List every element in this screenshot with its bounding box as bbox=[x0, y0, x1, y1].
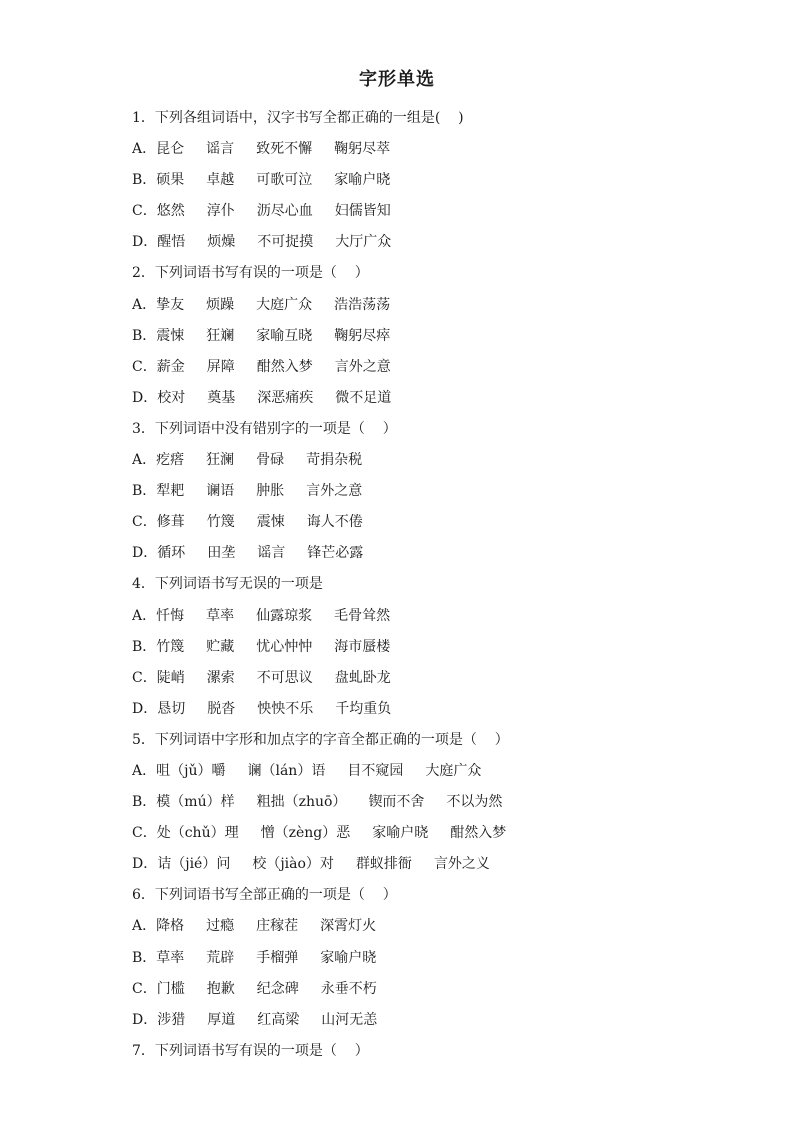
option-word: 震悚 bbox=[156, 327, 185, 344]
question-stem: 5．下列词语中字形和加点字的字音全都正确的一项是（ ） bbox=[132, 731, 509, 748]
option-word: 犁耙 bbox=[156, 483, 185, 500]
option-word: 浩浩荡荡 bbox=[334, 296, 391, 313]
page-title: 字形单选 bbox=[359, 69, 435, 90]
question-stem: 1．下列各组词语中，汉字书写全都正确的一组是( ) bbox=[132, 110, 464, 126]
option-word: 酣然入梦 bbox=[256, 358, 313, 375]
option-word: 不可思议 bbox=[256, 669, 313, 686]
option-row bbox=[132, 383, 752, 414]
option-word: 悠然 bbox=[156, 203, 185, 220]
option-word: 陡峭 bbox=[156, 669, 185, 686]
option-row bbox=[132, 227, 752, 258]
option-word: 屏障 bbox=[206, 358, 235, 375]
option-word: 奠基 bbox=[207, 389, 236, 406]
option-word: 不以为然 bbox=[446, 794, 503, 811]
option-word: 薪金 bbox=[156, 358, 185, 375]
option-word: 荒辟 bbox=[206, 949, 235, 966]
option-word: 沥尽心血 bbox=[256, 203, 313, 220]
option-row bbox=[132, 445, 752, 476]
option-word: 红高梁 bbox=[257, 1011, 300, 1028]
option-word: 涉猎 bbox=[157, 1011, 186, 1028]
option-word: 大庭广众 bbox=[425, 762, 482, 779]
option-word: 校对 bbox=[157, 389, 186, 406]
question-stem: 7．下列词语书写有误的一项是（ ） bbox=[132, 1042, 369, 1059]
option-label: D． bbox=[132, 545, 158, 562]
option-word: 可歌可泣 bbox=[256, 172, 313, 189]
option-word: 昆仑 bbox=[156, 141, 185, 158]
option-word: 疙瘩 bbox=[156, 452, 185, 469]
option-word: 谣言 bbox=[257, 545, 286, 562]
option-word: 憎（zèng）恶 bbox=[260, 825, 351, 842]
option-word: 深恶痛疾 bbox=[257, 389, 314, 406]
option-label: A． bbox=[132, 762, 157, 779]
question-stem: 3．下列词语中没有错别字的一项是（ ） bbox=[132, 420, 397, 437]
option-word: 仙露琼浆 bbox=[256, 607, 313, 624]
option-word: 锋芒必露 bbox=[307, 545, 364, 562]
option-word: 田垄 bbox=[207, 545, 236, 562]
option-label: A． bbox=[132, 452, 157, 469]
option-word: 狂斓 bbox=[206, 327, 235, 344]
option-row bbox=[132, 196, 752, 227]
option-word: 言外之意 bbox=[306, 483, 363, 500]
option-label: B． bbox=[132, 638, 157, 655]
option-word: 漯索 bbox=[206, 669, 235, 686]
option-word: 厚道 bbox=[207, 1011, 236, 1028]
question-stem: 4．下列词语书写无误的一项是 bbox=[132, 576, 323, 593]
option-label: B． bbox=[132, 794, 157, 811]
option-word: 深霄灯火 bbox=[320, 918, 377, 935]
option-word: 大庭广众 bbox=[256, 296, 313, 313]
option-row bbox=[132, 165, 752, 196]
option-word: 竹篾 bbox=[156, 638, 185, 655]
option-word: 烦躁 bbox=[206, 296, 235, 313]
option-word: 循环 bbox=[157, 545, 186, 562]
option-row bbox=[132, 787, 752, 818]
option-row bbox=[132, 352, 752, 383]
option-label: A． bbox=[132, 918, 157, 935]
option-label: C． bbox=[132, 825, 157, 842]
option-word: 海市蜃楼 bbox=[334, 638, 391, 655]
option-label: B． bbox=[132, 949, 157, 966]
option-row bbox=[132, 818, 752, 849]
option-word: 谰语 bbox=[206, 483, 235, 500]
option-word: 校（jiào）对 bbox=[252, 856, 334, 873]
option-word: 家喻户晓 bbox=[372, 825, 429, 842]
option-word: 竹篾 bbox=[206, 514, 235, 531]
option-word: 烦燥 bbox=[207, 234, 236, 251]
option-label: D． bbox=[132, 389, 158, 406]
option-label: D． bbox=[132, 1011, 158, 1028]
option-row bbox=[132, 694, 752, 725]
option-word: 醒悟 bbox=[157, 234, 186, 251]
option-word: 淳仆 bbox=[206, 203, 235, 220]
option-word: 致死不懈 bbox=[256, 141, 313, 158]
option-word: 言外之意 bbox=[334, 358, 391, 375]
option-row bbox=[132, 632, 752, 663]
option-row bbox=[132, 974, 752, 1005]
option-row bbox=[132, 476, 752, 507]
option-label: A． bbox=[132, 607, 157, 624]
option-word: 狂澜 bbox=[206, 452, 235, 469]
option-row bbox=[132, 943, 752, 974]
option-label: B． bbox=[132, 483, 157, 500]
question-list bbox=[132, 103, 752, 1067]
option-word: 鞠躬尽瘁 bbox=[334, 327, 391, 344]
option-word: 怏怏不乐 bbox=[257, 700, 314, 717]
option-word: 恳切 bbox=[157, 700, 186, 717]
option-word: 微不足道 bbox=[335, 389, 392, 406]
option-word: 草率 bbox=[206, 607, 235, 624]
option-word: 诘（jié）问 bbox=[157, 856, 231, 873]
option-label: B． bbox=[132, 172, 157, 189]
option-row bbox=[132, 601, 752, 632]
option-word: 卓越 bbox=[206, 172, 235, 189]
option-label: B． bbox=[132, 327, 157, 344]
question-stem: 2．下列词语书写有误的一项是（ ） bbox=[132, 265, 369, 282]
option-label: D． bbox=[132, 234, 158, 251]
option-word: 目不窥园 bbox=[347, 762, 404, 779]
option-word: 修葺 bbox=[156, 514, 185, 531]
option-word: 过瘾 bbox=[206, 918, 235, 935]
option-label: D． bbox=[132, 700, 158, 717]
option-word: 草率 bbox=[156, 949, 185, 966]
option-word: 不可捉摸 bbox=[257, 234, 314, 251]
option-word: 鞠躬尽萃 bbox=[334, 141, 391, 158]
option-word: 家喻户晓 bbox=[334, 172, 391, 189]
option-word: 降格 bbox=[156, 918, 185, 935]
option-row bbox=[132, 134, 752, 165]
option-row bbox=[132, 507, 752, 538]
option-word: 毛骨耸然 bbox=[334, 607, 391, 624]
option-word: 诲人不倦 bbox=[306, 514, 363, 531]
option-word: 盘虬卧龙 bbox=[334, 669, 391, 686]
option-label: D． bbox=[132, 856, 158, 873]
option-word: 咀（jǔ）嚼 bbox=[156, 762, 226, 779]
option-word: 震悚 bbox=[256, 514, 285, 531]
option-label: A． bbox=[132, 141, 157, 158]
option-word: 千均重负 bbox=[335, 700, 392, 717]
option-word: 脱沓 bbox=[207, 700, 236, 717]
option-word: 锲而不舍 bbox=[368, 794, 425, 811]
option-word: 庄稼茬 bbox=[256, 918, 299, 935]
option-word: 处（chǔ）理 bbox=[156, 825, 239, 842]
option-word: 谰（lán）语 bbox=[247, 762, 326, 779]
option-word: 抱歉 bbox=[206, 980, 235, 997]
option-word: 永垂不朽 bbox=[320, 980, 377, 997]
option-word: 酣然入梦 bbox=[450, 825, 507, 842]
option-row bbox=[132, 290, 752, 321]
option-word: 肿胀 bbox=[256, 483, 285, 500]
option-word: 粗拙（zhuō） bbox=[256, 794, 347, 811]
option-word: 硕果 bbox=[156, 172, 185, 189]
option-label: C． bbox=[132, 669, 157, 686]
option-word: 家喻互晓 bbox=[256, 327, 313, 344]
option-row bbox=[132, 663, 752, 694]
option-row bbox=[132, 538, 752, 569]
option-word: 苛捐杂税 bbox=[306, 452, 363, 469]
option-label: C． bbox=[132, 514, 157, 531]
option-word: 纪念碑 bbox=[256, 980, 299, 997]
option-label: C． bbox=[132, 203, 157, 220]
option-word: 忧心忡忡 bbox=[256, 638, 313, 655]
option-row bbox=[132, 849, 752, 880]
option-word: 山河无恙 bbox=[321, 1011, 378, 1028]
option-word: 谣言 bbox=[206, 141, 235, 158]
option-word: 门槛 bbox=[156, 980, 185, 997]
option-word: 群蚁排衙 bbox=[355, 856, 412, 873]
option-word: 手榴弹 bbox=[256, 949, 299, 966]
option-word: 家喻户晓 bbox=[320, 949, 377, 966]
option-row bbox=[132, 911, 752, 942]
option-word: 贮藏 bbox=[206, 638, 235, 655]
option-word: 挚友 bbox=[156, 296, 185, 313]
option-row bbox=[132, 756, 752, 787]
option-row bbox=[132, 321, 752, 352]
option-word: 骨碌 bbox=[256, 452, 285, 469]
option-label: A． bbox=[132, 296, 157, 313]
question-stem: 6．下列词语书写全部正确的一项是（ ） bbox=[132, 887, 397, 904]
option-label: C． bbox=[132, 980, 157, 997]
option-label: C． bbox=[132, 358, 157, 375]
option-word: 忏悔 bbox=[156, 607, 185, 624]
option-word: 妇儒皆知 bbox=[334, 203, 391, 220]
option-word: 模（mú）样 bbox=[156, 794, 235, 811]
option-word: 大厅广众 bbox=[335, 234, 392, 251]
option-row bbox=[132, 1005, 752, 1036]
option-word: 言外之义 bbox=[433, 856, 490, 873]
